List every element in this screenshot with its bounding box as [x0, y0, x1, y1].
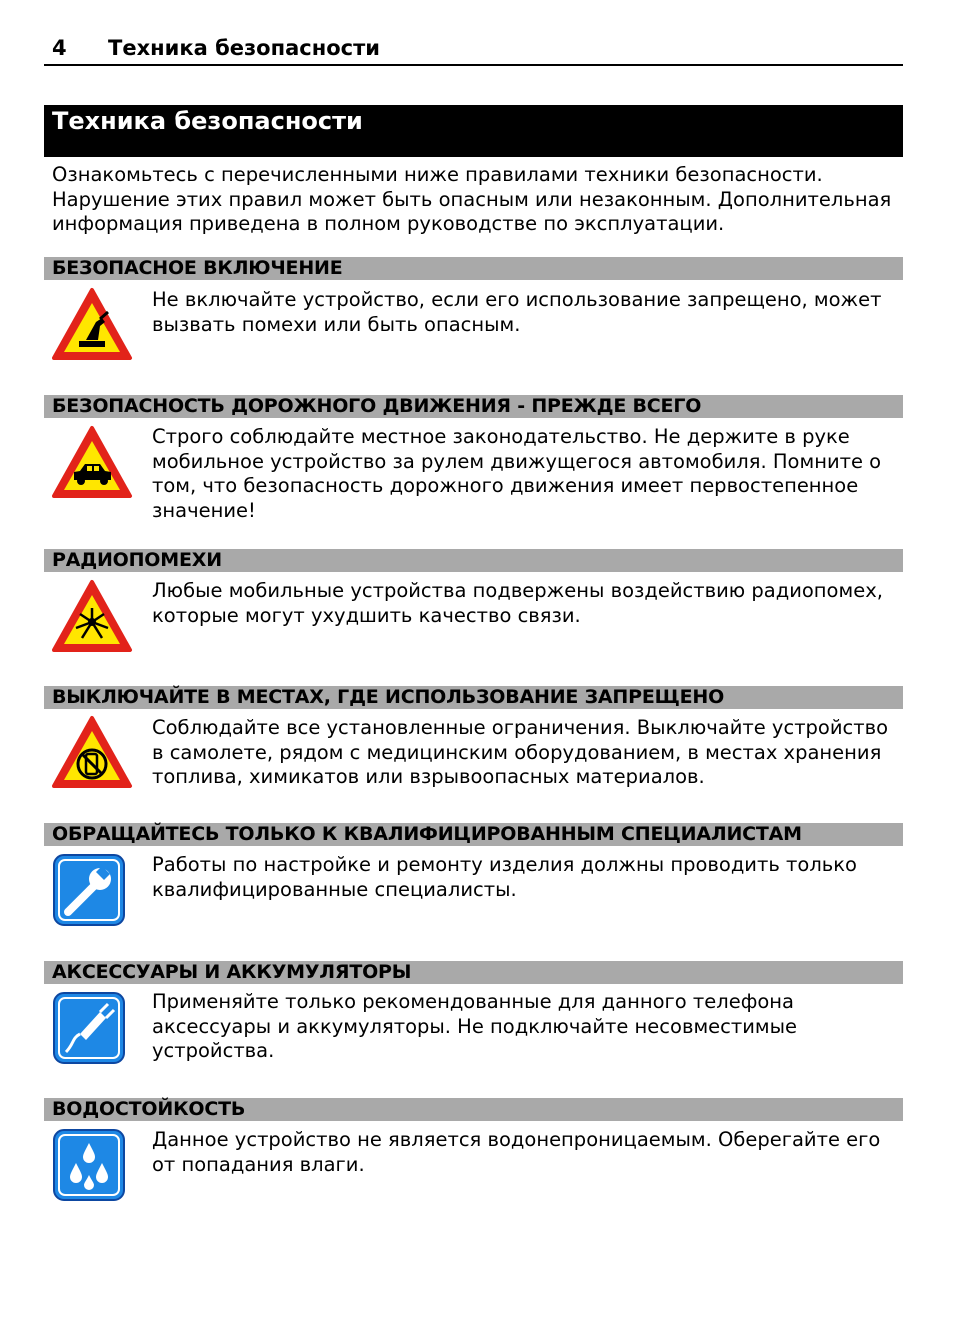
chapter-title: Техника безопасности: [52, 107, 363, 135]
section-text: Любые мобильные устройства подвержены воздействию радиопомех, которые могут ухудшить качество связи.: [152, 579, 883, 627]
section-heading-text: ВОДОСТОЙКОСТЬ: [52, 1098, 246, 1120]
intro-paragraph: Ознакомьтесь с перечисленными ниже правилами техники безопасности. Нарушение этих правил может быть опасным или незаконным. Дополнительная информация приведена в полном руководстве по эксплуатации.: [52, 163, 892, 235]
section-heading-text: БЕЗОПАСНОСТЬ ДОРОЖНОГО ДВИЖЕНИЯ - ПРЕЖДЕ ВСЕГО: [52, 395, 702, 417]
section-text: Работы по настройке и ремонту изделия должны проводить только квалифицированные специалисты.: [152, 853, 857, 901]
section-heading-text: АКСЕССУАРЫ И АККУМУЛЯТОРЫ: [52, 961, 412, 983]
car-warning-icon: [50, 424, 134, 500]
section-heading-interference: [44, 549, 903, 572]
section-heading-accessories: [44, 961, 903, 984]
section-text: Строго соблюдайте местное законодательство. Не держите в руке мобильное устройство за рулем движущегося автомобиля. Помните о том, что безопасность дорожного движения имеет первостепенное значение!: [152, 425, 882, 523]
hand-power-on-warning-icon: [50, 286, 134, 362]
accessory-plug-icon: [50, 990, 134, 1066]
section-heading-switch-off: [44, 686, 903, 709]
running-title: Техника безопасности: [108, 36, 381, 60]
interference-warning-icon: [50, 578, 134, 654]
no-phone-warning-icon: [50, 714, 134, 790]
page-number: 4: [52, 36, 67, 60]
section-heading-text: БЕЗОПАСНОЕ ВКЛЮЧЕНИЕ: [52, 257, 343, 279]
wrench-icon: [50, 852, 134, 928]
section-text: Применяйте только рекомендованные для данного телефона аксессуары и аккумуляторы. Не подключайте несовместимые устройства.: [152, 990, 798, 1063]
section-text: Данное устройство не является водонепроницаемым. Оберегайте его от попадания влаги.: [152, 1128, 881, 1176]
chapter-title-bar: [44, 105, 903, 157]
section-heading-qualified-service: [44, 823, 903, 846]
water-drops-icon: [50, 1127, 134, 1203]
section-text: Соблюдайте все установленные ограничения. Выключайте устройство в самолете, рядом с медицинским оборудованием, в местах хранения топлива, химикатов или взрывоопасных материалов.: [152, 716, 889, 789]
section-heading-text: ОБРАЩАЙТЕСЬ ТОЛЬКО К КВАЛИФИЦИРОВАННЫМ СПЕЦИАЛИСТАМ: [52, 823, 802, 845]
section-heading-road-safety: [44, 395, 903, 418]
section-heading-water-resistance: [44, 1098, 903, 1121]
section-text: Не включайте устройство, если его использование запрещено, может вызвать помехи или быть опасным.: [152, 288, 882, 336]
section-heading-text: РАДИОПОМЕХИ: [52, 549, 222, 571]
section-heading-safe-switch-on: [44, 257, 903, 280]
section-heading-text: ВЫКЛЮЧАЙТЕ В МЕСТАХ, ГДЕ ИСПОЛЬЗОВАНИЕ ЗАПРЕЩЕНО: [52, 686, 725, 708]
page-header: [44, 34, 903, 66]
